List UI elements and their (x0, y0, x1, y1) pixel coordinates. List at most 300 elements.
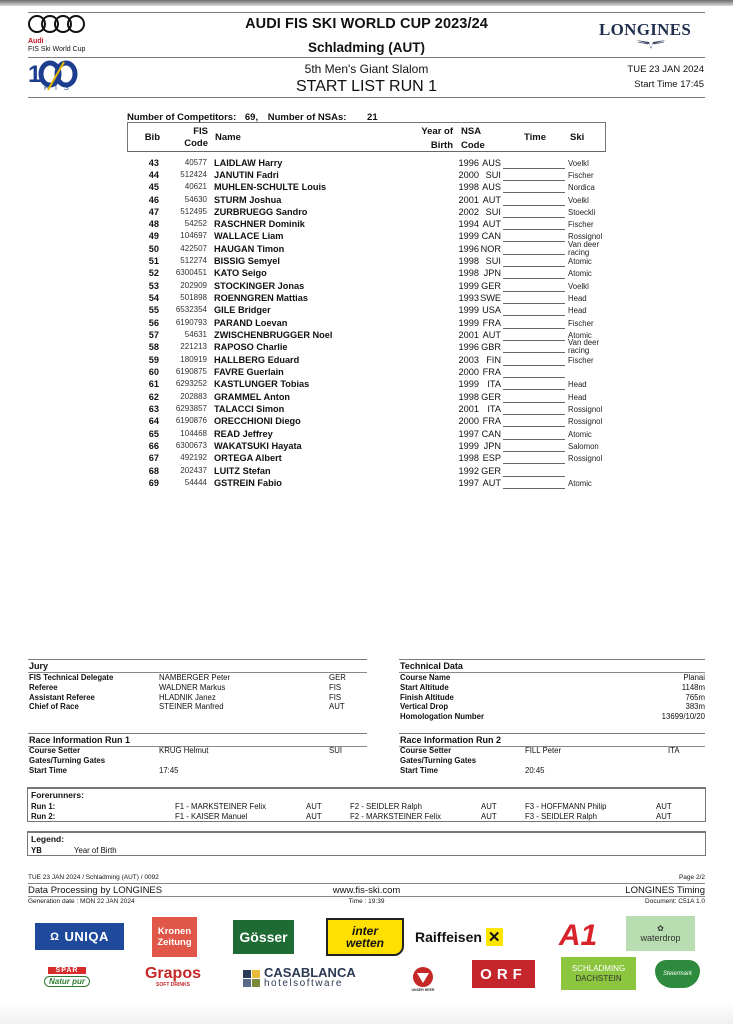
legend-title: Legend: (31, 834, 65, 844)
row-time-line (503, 365, 565, 366)
technical-title: Technical Data (400, 661, 463, 671)
forerunners-title: Forerunners: (31, 790, 84, 800)
jury-role: Referee (29, 682, 58, 692)
forerunner-f1: F1 - MARKSTEINER Felix (175, 802, 266, 811)
sponsor-uniqa-logo (35, 923, 124, 950)
row-bib: 46 (148, 194, 159, 205)
row-time-line (503, 266, 565, 267)
row-year-of-birth: 1998 (458, 391, 479, 402)
row-name: LUITZ Stefan (214, 465, 271, 476)
table-row (127, 338, 606, 356)
row-year-of-birth: 1998 (458, 453, 479, 464)
row-name: STOCKINGER Jonas (214, 280, 305, 291)
table-row (127, 170, 606, 182)
row-name: GILE Bridger (214, 305, 271, 316)
row-bib: 51 (148, 256, 159, 267)
table-row (127, 429, 606, 441)
row-nsa-code: SUI (485, 256, 501, 267)
jury-role: Chief of Race (29, 702, 79, 712)
nsas-label: Number of NSAs: (267, 112, 347, 123)
technical-data-list (400, 673, 705, 723)
row-time-line (503, 303, 565, 304)
row-ski: Voelkl (568, 158, 589, 168)
row-ski: Van deer racing (568, 239, 600, 257)
row-time-line (503, 476, 565, 477)
row-ski: Rossignol (568, 232, 603, 242)
row-fis-code: 492192 (180, 453, 207, 463)
row-name: WAKATSUKI Hayata (214, 440, 302, 451)
row-name: WALLACE Liam (214, 231, 284, 242)
row-year-of-birth: 1999 (458, 317, 479, 328)
row-name: HALLBERG Eduard (214, 354, 300, 365)
row-name: ZWISCHENBRUGGER Noel (214, 330, 333, 340)
row-bib: 43 (148, 157, 159, 168)
raiffeisen-gable-icon: ✕ (487, 929, 501, 946)
row-name: TALACCI Simon (214, 403, 285, 414)
row-year-of-birth: 1999 (458, 280, 479, 291)
svg-text:S: S (64, 85, 69, 92)
forerunner-run-label: Run 2: (31, 811, 56, 821)
row-time-line (503, 488, 565, 489)
footer-time: Time : 19:39 (348, 898, 385, 905)
row-name: PARAND Loevan (214, 317, 288, 328)
row-year-of-birth: 1997 (458, 477, 479, 488)
window-top-edge (0, 0, 733, 6)
jury-nation: AUT (329, 702, 345, 712)
row-time-line (503, 205, 565, 206)
row-bib: 52 (148, 268, 159, 279)
audi-brand: Audi (28, 38, 44, 45)
row-ski: Atomic (568, 269, 592, 279)
technical-value: 1148m (681, 682, 705, 692)
longines-wings-icon (636, 38, 666, 50)
row-time-line (503, 278, 565, 279)
row-time-line (503, 377, 565, 378)
forerunner-run-label: Run 1: (31, 802, 56, 811)
sponsor-spar-logo (35, 961, 99, 993)
waterdrop-text: waterdrop (640, 933, 681, 943)
footer-mid-rule (28, 896, 705, 897)
col-ski: Ski (570, 132, 585, 143)
forerunner-f2: F2 - SEIDLER Ralph (350, 802, 422, 811)
casablanca-text: CASABLANCA (264, 965, 356, 980)
row-bib: 55 (148, 305, 159, 316)
row-nsa-code: FRA (482, 416, 501, 427)
footer-doc-ref: TUE 23 JAN 2024 / Schladming (AUT) / 0092 (28, 874, 159, 881)
table-row (127, 392, 606, 404)
row-year-of-birth: 1993 (458, 293, 479, 303)
technical-value: Planai (683, 673, 705, 682)
forerunner-f3: F3 - SEIDLER Ralph (525, 811, 597, 821)
jury-nation: FIS (329, 682, 342, 692)
row-time-line (503, 426, 565, 427)
row-nsa-code: SUI (485, 206, 501, 217)
jury-nation: GER (329, 673, 346, 682)
row-name: FAVRE Guerlain (214, 366, 284, 377)
row-fis-code: 202883 (180, 391, 207, 401)
run2-title: Race Information Run 2 (400, 735, 502, 745)
header-mid-rule (28, 57, 705, 58)
sponsor-bundesheer-logo (408, 962, 438, 996)
run2-course-setter: FILL Peter (525, 746, 562, 755)
col-nsa-line2: Code (461, 140, 485, 151)
row-fis-code: 512424 (180, 169, 207, 179)
row-nsa-code: AUT (482, 219, 501, 230)
orf-text: ORF (480, 965, 527, 983)
row-ski: Fischer (568, 170, 594, 180)
row-bib: 50 (148, 243, 159, 254)
row-nsa-code: FRA (482, 317, 501, 328)
row-bib: 56 (148, 317, 159, 328)
row-nsa-code: GER (481, 465, 501, 476)
row-ski: Atomic (568, 429, 592, 439)
forerunner-f2-nation: AUT (481, 811, 497, 821)
forerunner-f1-nation: AUT (306, 811, 322, 821)
table-row (127, 207, 606, 219)
jury-role: Assistant Referee (29, 692, 95, 702)
row-time-line (503, 328, 565, 329)
row-bib: 58 (148, 342, 159, 353)
run2-start-time-label: Start Time (400, 766, 438, 775)
row-fis-code: 501898 (180, 293, 207, 302)
row-fis-code: 54630 (184, 194, 207, 204)
table-row (127, 379, 606, 391)
row-bib: 44 (148, 169, 159, 180)
row-name: JANUTIN Fadri (214, 169, 279, 180)
row-nsa-code: USA (482, 305, 501, 316)
row-time-line (503, 451, 565, 452)
row-fis-code: 6190876 (175, 416, 207, 426)
footer-page: Page 2/2 (678, 874, 705, 881)
raiffeisen-text: Raiffeisen (415, 929, 482, 945)
technical-top-rule (399, 659, 705, 660)
row-year-of-birth: 2001 (458, 403, 479, 414)
jury-top-rule (28, 659, 367, 660)
table-row (127, 219, 606, 231)
row-fis-code: 6300673 (175, 440, 207, 450)
row-nsa-code: JPN (483, 440, 501, 451)
sponsor-kronen-zeitung-logo (152, 917, 197, 957)
row-nsa-code: FRA (482, 366, 501, 377)
row-ski: Salomon (568, 441, 599, 451)
technical-value: 13699/10/20 (661, 712, 705, 722)
sponsor-a1-logo (560, 917, 596, 955)
header-top-rule (28, 12, 705, 13)
nsas-value: 21 (367, 112, 378, 123)
table-row (127, 466, 606, 478)
row-fis-code: 40621 (184, 182, 207, 192)
row-fis-code: 6190793 (175, 317, 207, 327)
col-name: Name (215, 132, 241, 143)
run1-course-setter-label: Course Setter (29, 746, 81, 755)
forerunner-f3: F3 - HOFFMANN Philip (525, 802, 607, 811)
footer-data-processing: Data Processing by LONGINES (28, 885, 163, 896)
sponsor-schladming-dachstein-logo (561, 957, 636, 990)
footer-timing: LONGINES Timing (625, 885, 705, 896)
run2-info (400, 746, 705, 776)
row-nsa-code: ITA (487, 379, 501, 390)
forerunners-box (27, 787, 706, 822)
svg-text:F: F (44, 85, 49, 92)
row-name: MUHLEN-SCHULTE Louis (214, 182, 327, 193)
venue-title: Schladming (AUT) (308, 40, 425, 55)
start-list-table-header (127, 122, 606, 152)
row-ski: Rossignol (568, 417, 603, 427)
goesser-text: Gösser (239, 929, 288, 945)
spar-sub-text: Natur pur (44, 976, 90, 987)
jury-nation: FIS (329, 692, 342, 702)
row-nsa-code: CAN (481, 428, 501, 439)
table-row (127, 158, 606, 170)
row-year-of-birth: 2003 (458, 354, 479, 365)
forerunner-f3-nation: AUT (656, 802, 672, 811)
row-bib: 64 (148, 416, 159, 427)
forerunner-f1: F1 - KAISER Manuel (175, 811, 248, 821)
row-year-of-birth: 1999 (458, 440, 479, 451)
row-year-of-birth: 1996 (458, 342, 479, 353)
row-bib: 54 (148, 293, 159, 303)
row-bib: 68 (148, 465, 159, 476)
row-year-of-birth: 1999 (458, 231, 479, 242)
steiermark-text: Steiermark (662, 971, 692, 977)
row-nsa-code: AUS (482, 182, 501, 193)
race-date: TUE 23 JAN 2024 (627, 64, 704, 75)
row-bib: 62 (148, 391, 159, 402)
run1-start-time: 17:45 (159, 766, 179, 775)
row-bib: 53 (148, 280, 159, 291)
row-fis-code: 512495 (180, 206, 207, 216)
interwetten-text-2: wetten (345, 936, 384, 950)
row-year-of-birth: 1992 (458, 465, 479, 476)
row-nsa-code: AUT (482, 194, 501, 205)
page-bottom-shadow (0, 1002, 733, 1024)
row-year-of-birth: 2001 (458, 330, 479, 340)
row-nsa-code: AUT (482, 477, 501, 488)
jury-title: Jury (29, 661, 49, 671)
run1-top-rule (28, 733, 367, 734)
row-ski: Rossignol (568, 454, 603, 464)
footer-website: www.fis-ski.com (332, 885, 401, 896)
col-yob-line2: Birth (430, 140, 453, 151)
row-time-line (503, 315, 565, 316)
row-name: RASCHNER Dominik (214, 219, 305, 230)
spar-text: SPAR (48, 967, 87, 974)
row-bib: 66 (148, 440, 159, 451)
longines-logo: LONGINES (599, 20, 692, 39)
sponsor-orf-logo (472, 960, 535, 988)
row-fis-code: 54444 (184, 477, 207, 487)
row-time-line (503, 414, 565, 415)
row-year-of-birth: 1996 (458, 157, 479, 168)
row-year-of-birth: 1998 (458, 268, 479, 279)
row-fis-code: 104697 (180, 231, 207, 241)
row-time-line (503, 192, 565, 193)
col-time: Time (524, 132, 547, 143)
row-ski: Voelkl (568, 195, 589, 205)
table-row (127, 195, 606, 207)
row-ski: Head (568, 306, 587, 316)
row-name: ORTEGA Albert (214, 453, 282, 464)
row-ski: Atomic (568, 257, 592, 267)
row-fis-code: 202909 (180, 280, 207, 290)
row-time-line (503, 217, 565, 218)
row-fis-code: 202437 (180, 465, 207, 475)
casablanca-sub-text: hotelsoftware (264, 978, 343, 989)
table-row (127, 268, 606, 280)
technical-label: Start Altitude (400, 682, 449, 692)
col-yob-line1: Year of (421, 126, 453, 137)
row-fis-code: 6532354 (175, 305, 207, 315)
a1-text: A1 (558, 919, 598, 952)
schladming-text-2: DACHSTEIN (575, 973, 622, 983)
row-time-line (503, 389, 565, 390)
row-nsa-code: NOR (480, 243, 501, 254)
forerunner-f1-nation: AUT (306, 802, 322, 811)
col-bib: Bib (144, 132, 160, 143)
row-name: HAUGAN Timon (214, 243, 285, 254)
run1-info (29, 746, 367, 776)
row-bib: 57 (148, 330, 159, 340)
row-year-of-birth: 2000 (458, 416, 479, 427)
row-time-line (503, 229, 565, 230)
table-row (127, 453, 606, 465)
row-bib: 67 (148, 453, 159, 464)
row-ski: Atomic (568, 331, 592, 340)
row-name: READ Jeffrey (214, 428, 273, 439)
row-year-of-birth: 2000 (458, 366, 479, 377)
row-time-line (503, 291, 565, 292)
grapos-text: Grapos (144, 965, 201, 982)
table-row (127, 256, 606, 268)
jury-name: WALDNER Markus (159, 682, 226, 692)
row-time-line (503, 168, 565, 169)
row-year-of-birth: 1994 (458, 219, 479, 230)
technical-label: Homologation Number (400, 712, 485, 722)
row-fis-code: 221213 (180, 342, 207, 352)
col-fis-code-line2: Code (184, 138, 208, 149)
table-row (127, 231, 606, 243)
row-nsa-code: AUT (482, 330, 501, 340)
row-name: ZURBRUEGG Sandro (214, 206, 308, 217)
sponsor-grapos-logo (140, 960, 206, 994)
waterdrop-icon: ✿ (657, 924, 664, 933)
row-time-line (503, 463, 565, 464)
row-name: ROENNGREN Mattias (214, 293, 308, 303)
row-nsa-code: ESP (482, 453, 501, 464)
header-bottom-rule (28, 97, 705, 98)
race-name: 5th Men's Giant Slalom (304, 62, 429, 76)
run2-course-setter-label: Course Setter (400, 746, 452, 755)
row-name: ORECCHIONI Diego (214, 416, 301, 427)
row-year-of-birth: 1998 (458, 256, 479, 267)
row-ski: Voelkl (568, 281, 589, 291)
row-nsa-code: SWE (480, 293, 501, 303)
row-ski: Head (568, 380, 587, 390)
row-time-line (503, 254, 565, 255)
row-nsa-code: AUS (482, 157, 501, 168)
row-bib: 69 (148, 477, 159, 488)
row-ski: Fischer (568, 355, 594, 365)
sponsor-goesser-logo (233, 920, 294, 954)
row-name: STURM Joshua (214, 194, 282, 205)
row-nsa-code: ITA (487, 403, 501, 414)
row-ski: Atomic (568, 478, 592, 488)
row-nsa-code: CAN (481, 231, 501, 242)
row-time-line (503, 352, 565, 353)
row-time-line (503, 241, 565, 242)
row-year-of-birth: 2000 (458, 169, 479, 180)
kronen-text-2: Zeitung (157, 937, 192, 948)
uniqa-icon: Ω (50, 930, 60, 943)
row-fis-code: 104468 (180, 428, 207, 438)
row-nsa-code: JPN (483, 268, 501, 279)
table-row (127, 281, 606, 293)
legend-abbr: YB (31, 846, 42, 855)
row-nsa-code: GER (481, 391, 501, 402)
row-name: LAIDLAW Harry (214, 157, 283, 168)
technical-label: Course Name (400, 673, 451, 682)
row-ski: Head (568, 392, 587, 402)
run1-gates-label: Gates/Turning Gates (29, 756, 106, 765)
technical-value: 383m (685, 702, 705, 712)
jury-role: FIS Technical Delegate (29, 673, 114, 682)
run1-course-setter: KRUG Helmut (159, 746, 209, 755)
table-row (127, 355, 606, 367)
table-row (127, 293, 606, 305)
row-bib: 59 (148, 354, 159, 365)
row-ski: Fischer (568, 318, 594, 328)
technical-label: Vertical Drop (400, 702, 449, 712)
table-row (127, 318, 606, 330)
race-start-time: Start Time 17:45 (634, 79, 704, 90)
jury-list (29, 673, 367, 715)
forerunner-f3-nation: AUT (656, 811, 672, 821)
table-row (127, 404, 606, 416)
row-bib: 63 (148, 403, 159, 414)
row-name: RAPOSO Charlie (214, 342, 288, 353)
row-fis-code: 422507 (180, 243, 207, 253)
row-year-of-birth: 1996 (458, 243, 479, 254)
row-name: KATO Seigo (214, 268, 267, 279)
sponsor-waterdrop-logo (626, 916, 695, 951)
col-nsa-line1: NSA (461, 126, 482, 137)
jury-name: HLADNIK Janez (159, 692, 216, 702)
legend-meaning: Year of Birth (74, 846, 117, 855)
row-ski: Van deer racing (568, 338, 600, 356)
sponsor-casablanca-logo (243, 963, 377, 993)
grapos-sub-text: SOFT DRINKS (156, 982, 190, 988)
table-row (127, 478, 606, 490)
table-row (127, 441, 606, 453)
row-nsa-code: FIN (486, 354, 501, 365)
footer-document: Document: C51A 1.0 (645, 898, 705, 905)
table-row (127, 239, 606, 257)
row-ski: Nordica (568, 183, 595, 193)
casablanca-squares-icon (243, 970, 260, 987)
row-fis-code: 6293857 (175, 403, 207, 413)
table-row (127, 416, 606, 428)
bundesheer-text: UNSER HEER (411, 988, 435, 992)
technical-value: 765m (685, 692, 705, 702)
jury-name: STEINER Manfred (159, 702, 224, 712)
row-fis-code: 6293252 (175, 379, 207, 389)
list-title: START LIST RUN 1 (295, 78, 438, 95)
schladming-text-1: SCHLADMING (571, 963, 626, 973)
row-name: GRAMMEL Anton (214, 391, 291, 402)
row-year-of-birth: 1997 (458, 428, 479, 439)
competitors-label: Number of Competitors: (127, 112, 237, 123)
sponsor-steiermark-logo (655, 960, 700, 988)
